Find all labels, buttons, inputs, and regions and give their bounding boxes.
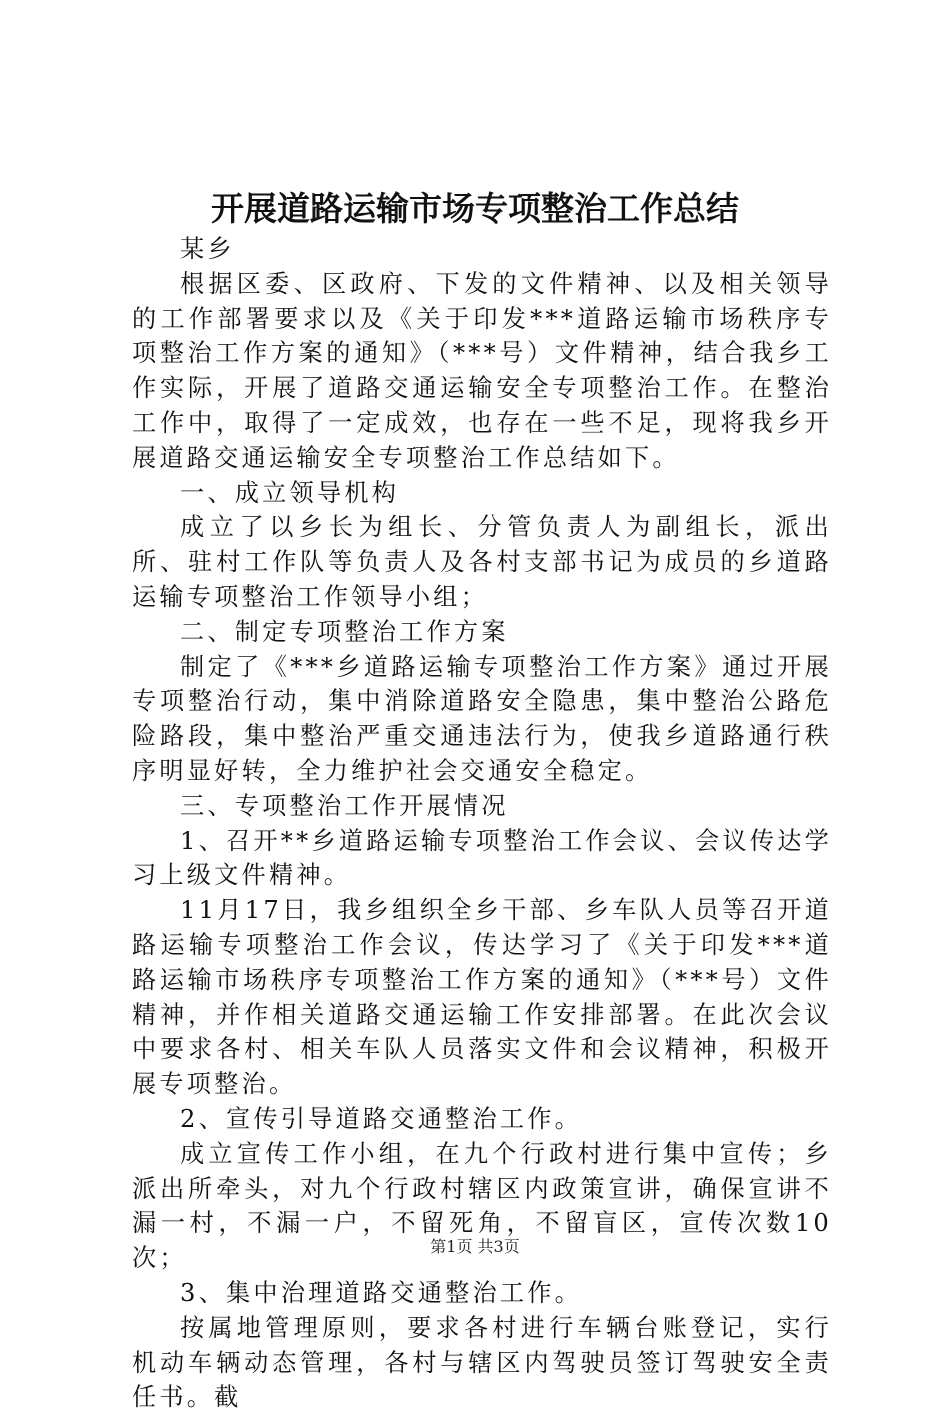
subsection-1-paragraph: 11月17日，我乡组织全乡干部、乡车队人员等召开道路运输专项整治工作会议，传达学习了《关于印发***道路运输市场秩序专项整治工作方案的通知》（***号）文件精神，并作相关道路交通运输工作安排部署。在此次会议中要求各村、相关车队人员落实文件和会议精神，积极开展专项整治。 xyxy=(132,896,832,1099)
section-heading-1: 一、成立领导机构 xyxy=(180,478,400,507)
intro-paragraph: 根据区委、区政府、下发的文件精神、以及相关领导的工作部署要求以及《关于印发***道路运输市场秩序专项整治工作方案的通知》（***号）文件精神，结合我乡工作实际，开展了道路交通运输安全专项整治工作。在整治工作中，取得了一定成效，也存在一些不足，现将我乡开展道路交通运输安全专项整治工作总结如下。 xyxy=(132,269,832,472)
subsection-heading-2: 2、宣传引导道路交通整治工作。 xyxy=(180,1104,583,1133)
subsection-3-paragraph: 按属地管理原则，要求各村进行车辆台账登记，实行机动车辆动态管理，各村与辖区内驾驶员签订驾驶安全责任书。截 xyxy=(132,1313,832,1412)
section-heading-2: 二、制定专项整治工作方案 xyxy=(180,617,509,646)
section-2-paragraph: 制定了《***乡道路运输专项整治工作方案》通过开展专项整治行动，集中消除道路安全隐患，集中整治公路危险路段，集中整治严重交通违法行为，使我乡道路通行秩序明显好转，全力维护社会交通安全稳定。 xyxy=(132,652,832,785)
subsection-2-paragraph: 成立宣传工作小组，在九个行政村进行集中宣传；乡派出所牵头，对九个行政村辖区内政策宣讲，确保宣讲不漏一村，不漏一户，不留死角，不留盲区，宣传次数10次； xyxy=(132,1139,832,1273)
author-line: 某乡 xyxy=(180,235,235,263)
section-heading-3: 三、专项整治工作开展情况 xyxy=(180,791,509,820)
subsection-heading-1: 1、召开**乡道路运输专项整治工作会议、会议传达学习上级文件精神。 xyxy=(132,826,832,890)
document-title: 开展道路运输市场专项整治工作总结 xyxy=(211,189,739,228)
subsection-heading-3: 3、集中治理道路交通整治工作。 xyxy=(180,1278,583,1307)
page-footer: 第1页 共3页 xyxy=(430,1237,520,1256)
section-1-paragraph: 成立了以乡长为组长、分管负责人为副组长，派出所、驻村工作队等负责人及各村支部书记为成员的乡道路运输专项整治工作领导小组； xyxy=(132,513,832,611)
